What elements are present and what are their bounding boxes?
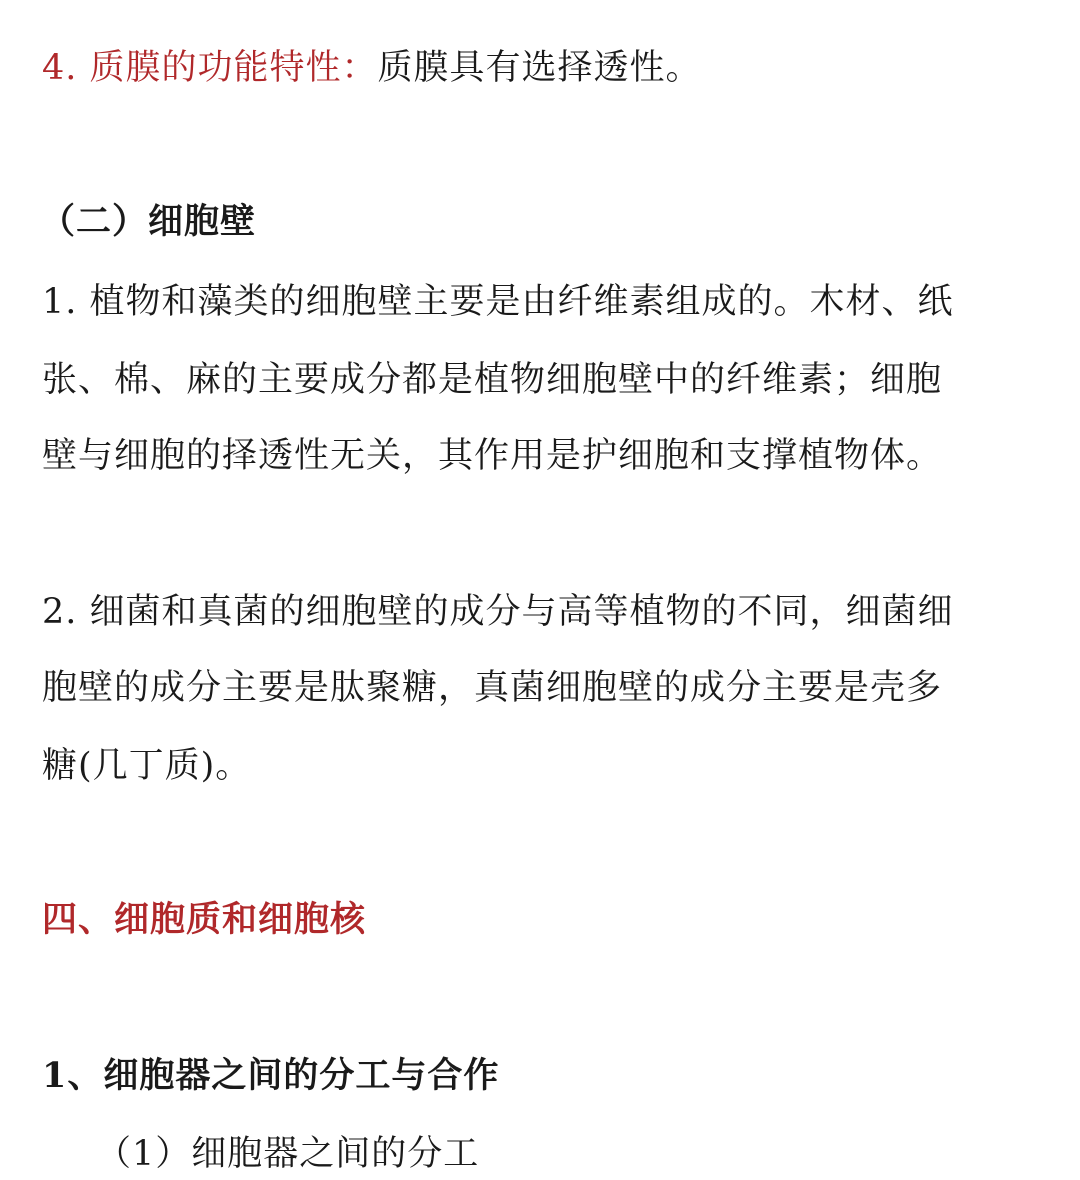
cell-wall-p1-line2: 张、棉、麻的主要成分都是植物细胞壁中的纤维素；细胞 (42, 360, 943, 400)
subsection-heading: 1、细胞器之间的分工与合作 (42, 1055, 500, 1096)
item4-text: 质膜具有选择透性。 (377, 48, 702, 88)
cell-wall-p1-line3: 壁与细胞的择透性无关，其作用是护细胞和支撑植物体。 (42, 436, 943, 476)
item4-label: 4. 质膜的功能特性： (42, 48, 378, 88)
subsubsection-heading: （1）细胞器之间的分工 (96, 1134, 480, 1174)
cell-wall-p2-line3: 糖(几丁质)。 (42, 746, 252, 786)
cell-wall-p2-line2: 胞壁的成分主要是肽聚糖，真菌细胞壁的成分主要是壳多 (42, 668, 943, 708)
cell-wall-heading: （二）细胞壁 (40, 201, 257, 242)
cell-wall-p2-line1: 2. 细菌和真菌的细胞壁的成分与高等植物的不同，细菌细 (42, 592, 954, 632)
section-four-heading: 四、细胞质和细胞核 (42, 899, 367, 940)
item4-line (42, 46, 702, 90)
cell-wall-p1-line1: 1. 植物和藻类的细胞壁主要是由纤维素组成的。木材、纸 (42, 282, 954, 322)
